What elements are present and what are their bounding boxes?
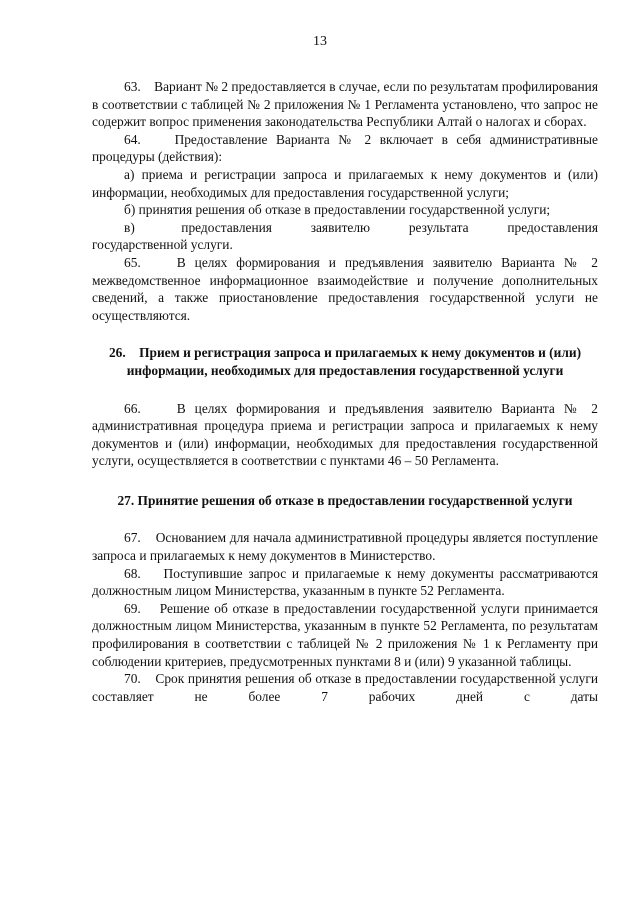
paragraph-67: 67. Основанием для начала административной процедуры является поступление запроса и прилагаемых к нему документов в Министерство. — [92, 530, 598, 564]
paragraph-69: 69. Решение об отказе в предоставлении государственной услуги принимается должностным лицом Министерства, указанным в пункте 52 Регламента, по результатам профилирования в соответствии с таблицей № 2 приложения № 1 к Регламенту при соблюдении критериев, предусмотренных пунктами 8 и (или) 9 указанной таблицы. — [92, 600, 598, 669]
paragraph-68: 68. Поступившие запрос и прилагаемые к нему документы рассматриваются должностным лицом Министерства, указанным в пункте 52 Регламента. — [92, 565, 598, 599]
paragraph-65: 65. В целях формирования и предъявления заявителю Варианта № 2 межведомственное информационное взаимодействие и получение дополнительных сведений, а также приостановление предоставления государственной услуги не осуществляются. — [92, 254, 598, 323]
list-item-a: а) приема и регистрации запроса и прилагаемых к нему документов и (или) информации, необходимых для предоставления государственной услуги; — [92, 166, 598, 200]
document-body — [92, 78, 598, 705]
paragraph-64: 64. Предоставление Варианта № 2 включает в себя административные процедуры (действия): — [92, 131, 598, 165]
paragraph-70: 70. Срок принятия решения об отказе в предоставлении государственной услуги составляет не более 7 рабочих дней с даты — [92, 671, 598, 704]
section-27-heading: 27. Принятие решения об отказе в предоставлении государственной услуги — [117, 492, 573, 508]
page-number: 13 — [313, 34, 327, 49]
paragraph-63: 63. Вариант № 2 предоставляется в случае, если по результатам профилирования в соответствии с таблицей № 2 приложения № 1 Регламента установлено, что запрос не содержит вопрос применения законодательства Республики Алтай о налогах и сборах. — [92, 79, 598, 130]
section-26-heading: 26. Прием и регистрация запроса и прилагаемых к нему документов и (или) информации, необходимых для предоставления государственной услуги — [108, 345, 582, 378]
list-item-v: в) предоставления заявителю результата предоставления государственной услуги. — [92, 219, 598, 253]
list-item-b: б) принятия решения об отказе в предоставлении государственной услуги; — [124, 202, 551, 218]
paragraph-66: 66. В целях формирования и предъявления заявителю Варианта № 2 административная процедура приема и регистрации запроса и прилагаемых к нему документов и (или) информации, необходимых для предоставления государственной услуги, осуществляется в соответствии с пунктами 46 – 50 Регламента. — [92, 400, 598, 469]
